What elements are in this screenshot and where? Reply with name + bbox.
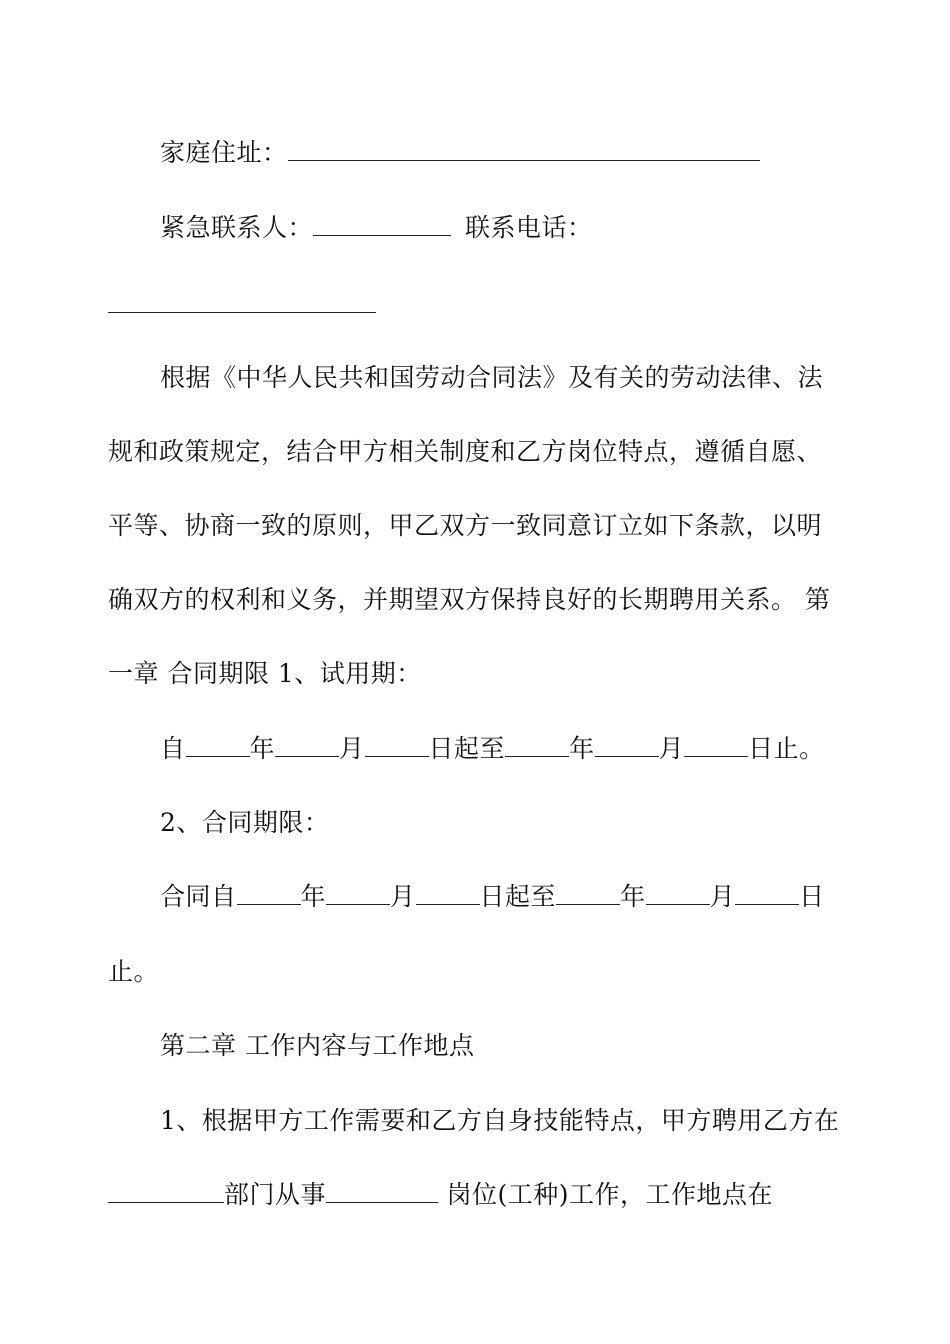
probation-start-day-blank[interactable] xyxy=(365,734,429,757)
probation-start-year-blank[interactable] xyxy=(186,734,250,757)
contract-term-row xyxy=(160,879,850,915)
contract-month-label: 月 xyxy=(390,882,416,911)
contract-end-year-label: 年 xyxy=(620,882,646,911)
preamble-line-1: 根据《中华人民共和国劳动合同法》及有关的劳动法律、法 xyxy=(160,363,824,392)
department-suffix-label: 部门从事 xyxy=(224,1180,327,1209)
contract-term-end-line: 止。 xyxy=(108,957,160,986)
home-address-blank[interactable] xyxy=(288,138,760,161)
contract-day-start-label: 日起至 xyxy=(479,882,557,911)
probation-month-label: 月 xyxy=(339,734,365,763)
preamble-line-5: 一章 合同期限 1、试用期： xyxy=(108,659,422,688)
probation-end-year-label: 年 xyxy=(569,734,595,763)
probation-end-month-label: 月 xyxy=(658,734,685,763)
contract-start-month-blank[interactable] xyxy=(326,882,390,905)
preamble-line-2: 规和政策规定，结合甲方相关制度和乙方岗位特点，遵循自愿、 xyxy=(108,437,823,466)
contract-end-month-label: 月 xyxy=(709,882,736,911)
preamble-line-4: 确双方的权利和义务，并期望双方保持良好的长期聘用关系。 第 xyxy=(108,585,831,614)
contract-end-day-blank[interactable] xyxy=(735,882,799,905)
probation-day-end-label: 日止。 xyxy=(748,734,825,763)
probation-row xyxy=(160,731,850,767)
home-address-row xyxy=(160,135,850,171)
contract-term-prefix: 合同自 xyxy=(160,882,237,911)
emergency-contact-label: 紧急联系人： xyxy=(160,213,314,242)
chapter-2-heading: 第二章 工作内容与工作地点 xyxy=(160,1031,475,1060)
probation-end-day-blank[interactable] xyxy=(684,734,748,757)
probation-day-start-label: 日起至 xyxy=(428,734,506,763)
contact-phone-blank[interactable] xyxy=(108,311,376,313)
position-blank[interactable] xyxy=(326,1180,438,1203)
home-address-label: 家庭住址： xyxy=(160,138,288,167)
chapter-2-clause-1-line-1: 1、根据甲方工作需要和乙方自身技能特点，甲方聘用乙方在 xyxy=(160,1106,840,1135)
contract-end-month-blank[interactable] xyxy=(646,882,710,905)
department-blank[interactable] xyxy=(108,1180,224,1203)
position-suffix-label: 岗位(工种)工作，工作地点在 xyxy=(438,1180,773,1209)
contract-year-label: 年 xyxy=(300,882,327,911)
probation-end-year-blank[interactable] xyxy=(505,734,569,757)
probation-start-month-blank[interactable] xyxy=(275,734,339,757)
probation-from-label: 自 xyxy=(160,734,186,763)
probation-year-label: 年 xyxy=(249,734,276,763)
contract-start-day-blank[interactable] xyxy=(416,882,480,905)
preamble-line-3: 平等、协商一致的原则，甲乙双方一致同意订立如下条款，以明 xyxy=(108,511,823,540)
contact-phone-label: 联系电话： xyxy=(465,213,593,242)
contract-term-heading: 2、合同期限： xyxy=(160,808,330,837)
probation-end-month-blank[interactable] xyxy=(595,734,659,757)
contract-day-end-label: 日 xyxy=(799,882,825,911)
contract-start-year-blank[interactable] xyxy=(237,882,301,905)
contract-end-year-blank[interactable] xyxy=(556,882,620,905)
emergency-contact-row xyxy=(160,210,850,246)
emergency-contact-blank[interactable] xyxy=(313,213,451,236)
chapter-2-clause-1-line-2 xyxy=(108,1177,848,1213)
